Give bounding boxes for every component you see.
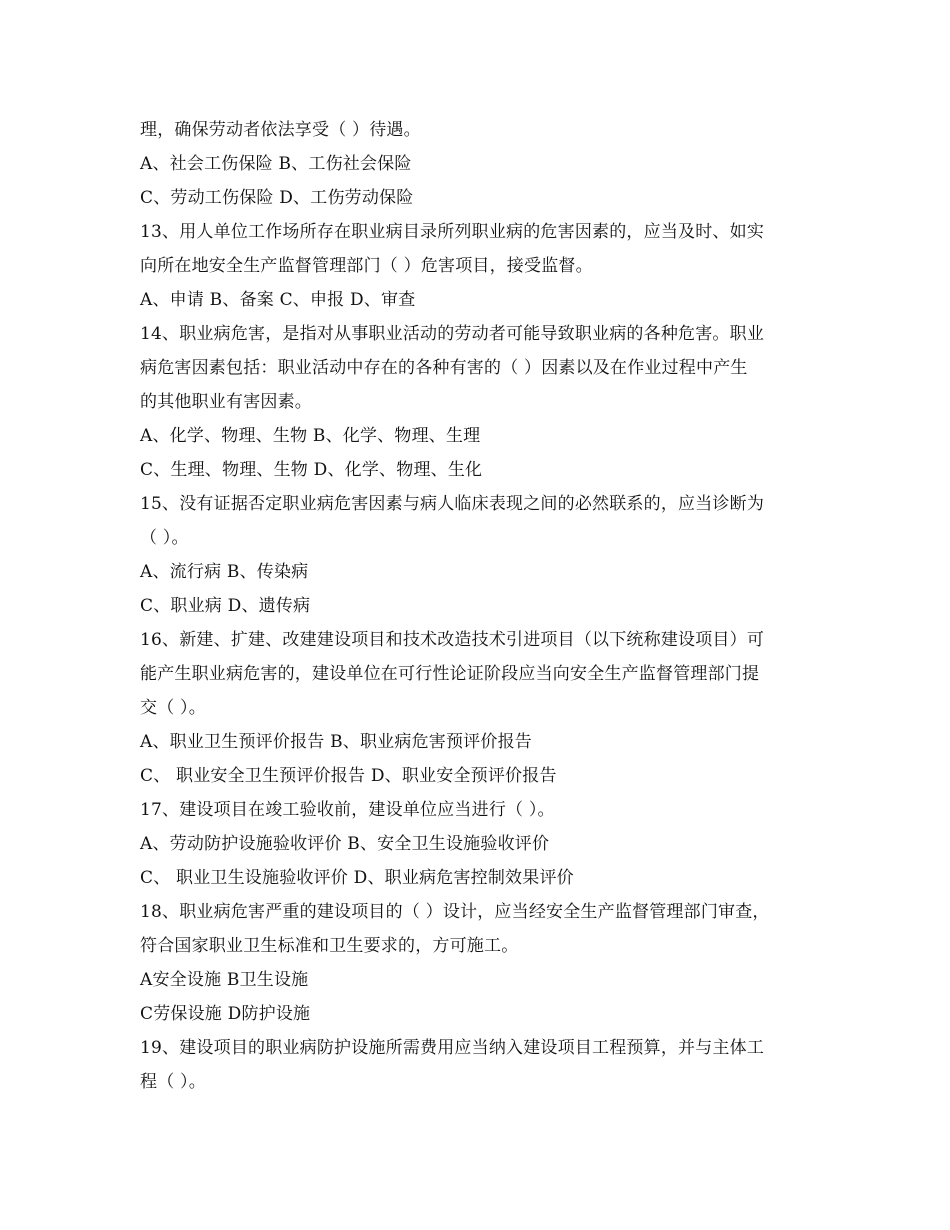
answer-options-line: A、流行病 B、传染病 bbox=[140, 562, 309, 582]
question-14-line-2: 病危害因素包括：职业活动中存在的各种有害的（ ）因素以及在作业过程中产生 bbox=[140, 358, 748, 378]
question-16-line-2: 能产生职业病危害的，建设单位在可行性论证阶段应当向安全生产监督管理部门提 bbox=[140, 664, 760, 684]
answer-options-line: A、职业卫生预评价报告 B、职业病危害预评价报告 bbox=[140, 732, 532, 752]
answer-options-line: C、 职业安全卫生预评价报告 D、职业安全预评价报告 bbox=[140, 766, 557, 786]
answer-options-line: A、社会工伤保险 B、工伤社会保险 bbox=[140, 154, 412, 174]
question-16-line-1: 16、新建、扩建、改建建设项目和技术改造技术引进项目（以下统称建设项目）可 bbox=[140, 630, 765, 650]
question-13-line-1: 13、用人单位工作场所存在职业病目录所列职业病的危害因素的，应当及时、如实 bbox=[140, 222, 765, 242]
answer-options-line: A、劳动防护设施验收评价 B、安全卫生设施验收评价 bbox=[140, 834, 550, 854]
question-14-line-1: 14、职业病危害，是指对从事职业活动的劳动者可能导致职业病的各种危害。职业 bbox=[140, 324, 765, 344]
answer-options-line: C、劳动工伤保险 D、工伤劳动保险 bbox=[140, 188, 414, 208]
question-16-line-3: 交（ ）。 bbox=[140, 698, 206, 718]
document-body bbox=[140, 113, 830, 1099]
answer-options-line: A、化学、物理、生物 B、化学、物理、生理 bbox=[140, 426, 481, 446]
answer-options-line: C、生理、物理、生物 D、化学、物理、生化 bbox=[140, 460, 483, 480]
question-13-line-2: 向所在地安全生产监督管理部门（ ）危害项目，接受监督。 bbox=[140, 256, 593, 276]
answer-options-line: A、申请 B、备案 C、申报 D、审查 bbox=[140, 290, 416, 310]
question-15-line-1: 15、没有证据否定职业病危害因素与病人临床表现之间的必然联系的，应当诊断为 bbox=[140, 494, 765, 514]
question-15-line-2: （ ）。 bbox=[140, 528, 189, 548]
question-14-line-3: 的其他职业有害因素。 bbox=[140, 392, 312, 412]
question-18-line-1: 18、职业病危害严重的建设项目的（ ）设计，应当经安全生产监督管理部门审查， bbox=[140, 902, 770, 922]
answer-options-line: A安全设施 B卫生设施 bbox=[140, 970, 309, 990]
question-18-line-2: 符合国家职业卫生标准和卫生要求的，方可施工。 bbox=[140, 936, 519, 956]
question-19-line-2: 程（ ）。 bbox=[140, 1072, 206, 1092]
text-line-1: 理，确保劳动者依法享受（ ）待遇。 bbox=[140, 120, 421, 140]
answer-options-line: C、职业病 D、遗传病 bbox=[140, 596, 311, 616]
question-19-line-1: 19、建设项目的职业病防护设施所需费用应当纳入建设项目工程预算，并与主体工 bbox=[140, 1038, 765, 1058]
answer-options-line: C劳保设施 D防护设施 bbox=[140, 1004, 311, 1024]
question-17-line-1: 17、建设项目在竣工验收前，建设单位应当进行（ ）。 bbox=[140, 800, 555, 820]
answer-options-line: C、 职业卫生设施验收评价 D、职业病危害控制效果评价 bbox=[140, 868, 574, 888]
